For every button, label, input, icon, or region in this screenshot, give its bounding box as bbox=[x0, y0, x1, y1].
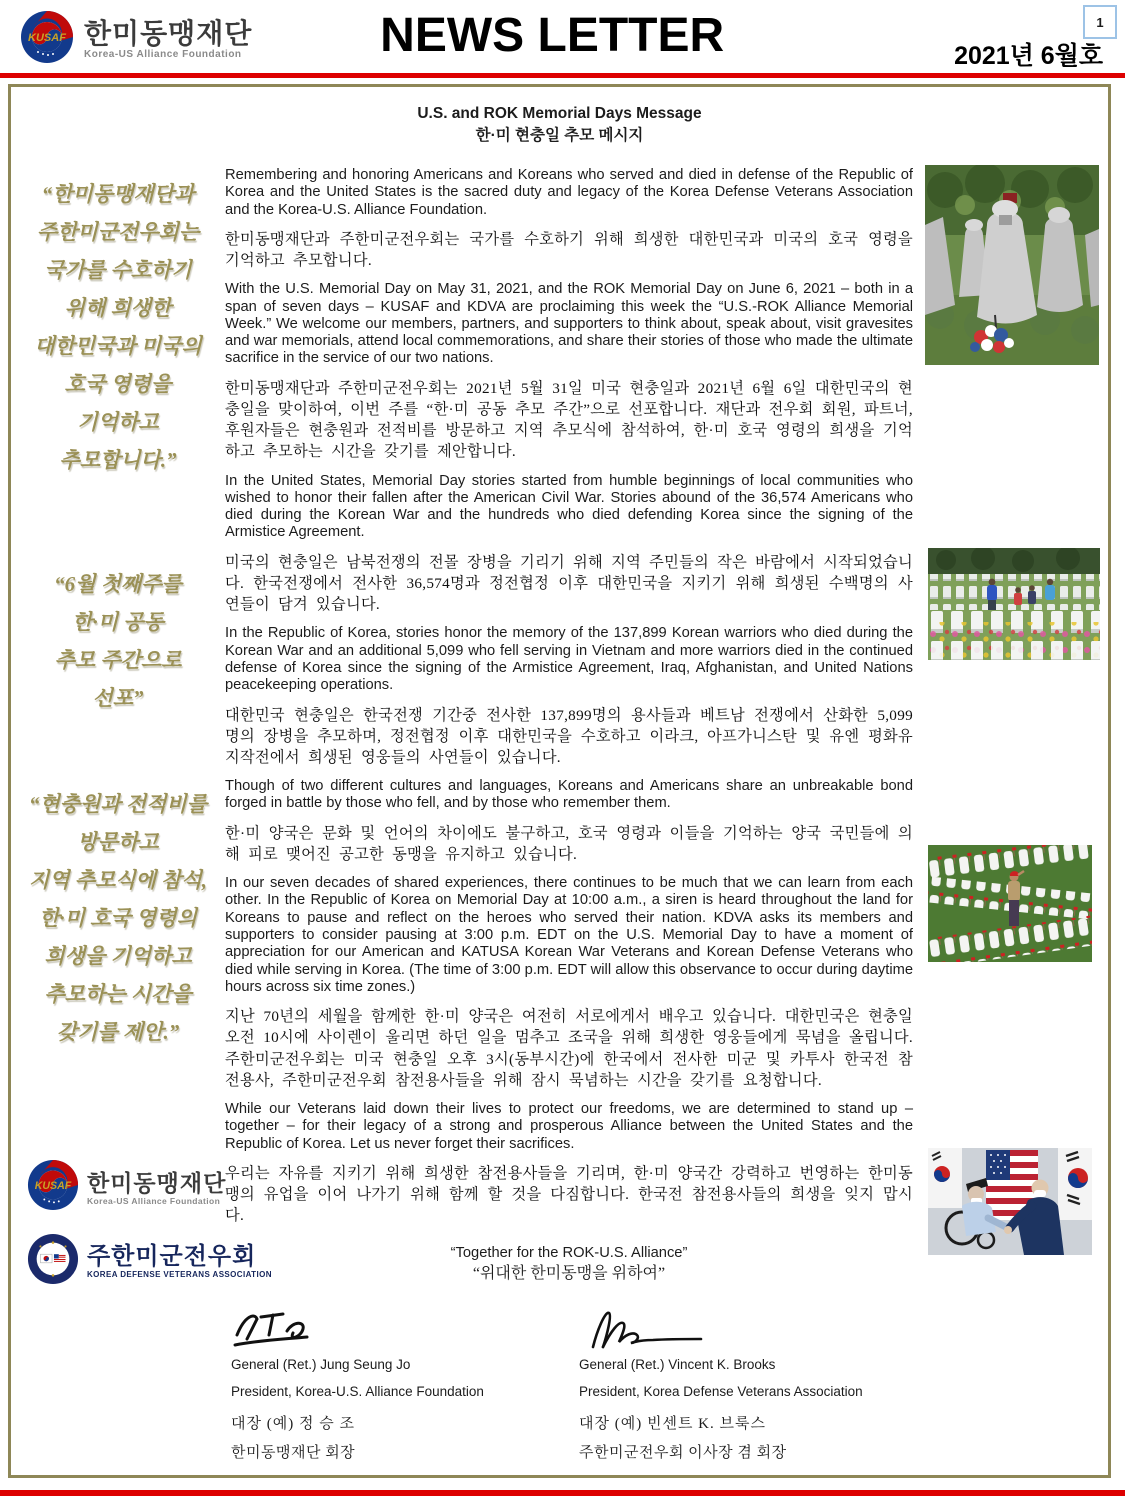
kusaf-logo-icon bbox=[20, 10, 74, 69]
sidebar-quote-2 bbox=[11, 565, 225, 717]
signer-name: General (Ret.) Vincent K. Brooks bbox=[579, 1356, 776, 1372]
signature-block-kdva bbox=[569, 1307, 913, 1462]
paragraph-en: With the U.S. Memorial Day on May 31, 2021, and the ROK Memorial Day on June 6, 2021 – both in a span of seven days – KUSAF and KDVA are proclaiming this week the “U.S.-ROK Alliance Memorial Week.” We welcome our members, partners, and supporters to think about, speak about, visit gravesites and war memorials, attend local commemorations, and share their stories of those who made the ultimate sacrifice in the service of our two nations. bbox=[225, 281, 913, 367]
quote-line: 갖기를 제안.” bbox=[56, 1020, 180, 1044]
brand-name-kr: 한미동맹재단 bbox=[84, 18, 253, 49]
signer-name-kr: 대장 (예) 빈센트 K. 브룩스 bbox=[579, 1415, 766, 1432]
signer-title-kr: 한미동맹재단 회장 bbox=[231, 1444, 356, 1461]
quote-line: 추모합니다.” bbox=[59, 448, 177, 472]
quote-line: 방문하고 bbox=[77, 830, 159, 854]
article-body bbox=[225, 167, 913, 1462]
signature-jung-seung-jo bbox=[231, 1307, 569, 1355]
document-title-kr: 한·미 현충일 추모 메시지 bbox=[475, 127, 644, 144]
issue-date: 2021년 6월호 bbox=[954, 42, 1103, 70]
quote-line: 위해 희생한 bbox=[64, 296, 172, 320]
signature-block-kusaf bbox=[225, 1307, 569, 1462]
quote-line: 지역 추모식에 참석, bbox=[28, 868, 208, 892]
quote-line: 한·미 공동 bbox=[72, 610, 164, 634]
signature-vincent-brooks bbox=[579, 1307, 913, 1355]
document-title bbox=[11, 103, 1108, 147]
kusaf-logo-icon bbox=[27, 1159, 79, 1216]
signer-name-kr: 대장 (예) 정 승 조 bbox=[231, 1415, 355, 1432]
photo-korean-war-memorial-statues bbox=[925, 165, 1099, 365]
page-number-box: 1 bbox=[1083, 5, 1117, 39]
kdva-name-kr: 주한미군전우회 bbox=[87, 1243, 257, 1270]
quote-line: 한·미 호국 영령의 bbox=[39, 906, 197, 930]
header-brand bbox=[20, 10, 252, 69]
motto-kr: “위대한 한미동맹을 위하여” bbox=[472, 1264, 666, 1282]
quote-line: 추모 주간으로 bbox=[54, 648, 182, 672]
paragraph-ko: 대한민국 현충일은 한국전쟁 기간중 전사한 137,899명의 용사들과 베트남 전쟁에서 산화한 5,099명의 장병을 추모하며, 정전협정 이후 대한민국을 수호하고 이라크, 아프가니스탄 및 유엔 평화유지작전에서 희생된 영웅들의 사연들이 있습니다. bbox=[225, 706, 913, 766]
quote-line: 추모하는 시간을 bbox=[44, 982, 192, 1006]
kusaf-name-kr: 한미동맹재단 bbox=[87, 1169, 227, 1196]
newsletter-title: NEWS LETTER bbox=[380, 9, 725, 62]
paragraph-en: Remembering and honoring Americans and Koreans who served and died in defense of the Republic of Korea and the United States is the sacred duty and legacy of the Korea Defense Veterans Association and the Korea-U.S. Alliance Foundation. bbox=[225, 167, 913, 218]
quote-line: “한미동맹재단과 bbox=[41, 182, 195, 206]
paragraph-en: Though of two different cultures and languages, Koreans and Americans share an unbreakable bond forged in battle by those who fell, and by those who remember them. bbox=[225, 778, 913, 812]
signer-title: President, Korea-U.S. Alliance Foundation bbox=[231, 1383, 484, 1399]
photo-rok-national-cemetery bbox=[928, 548, 1100, 660]
kdva-name-en: KOREA DEFENSE VETERANS ASSOCIATION bbox=[87, 1270, 272, 1279]
brand-name-en: Korea-US Alliance Foundation bbox=[84, 49, 242, 60]
paragraphs bbox=[225, 167, 913, 1227]
motto bbox=[225, 1243, 913, 1285]
kusaf-footer-logo bbox=[27, 1159, 226, 1216]
svg-text:KUSAF: KUSAF bbox=[34, 1179, 72, 1192]
paragraph-ko: 한미동맹재단과 주한미군전우회는 국가를 수호하기 위해 희생한 대한민국과 미국의 호국 영령을 기억하고 추모합니다. bbox=[225, 230, 913, 270]
quote-line: “현충원과 전적비를 bbox=[28, 792, 208, 816]
paragraph-ko: 우리는 자유를 지키기 위해 희생한 참전용사들을 기리며, 한·미 양국간 강력하고 번영하는 한미동맹의 유업을 이어 나가기 위해 함께 할 것을 다짐합니다. 한국전 참전용사들의 희생을 잊지 맙시다. bbox=[225, 1164, 913, 1225]
paragraph-ko: 한미동맹재단과 주한미군전우회는 2021년 5월 31일 미국 현충일과 2021년 6월 6일 대한민국의 현충일을 맞이하여, 이번 주를 “한·미 공동 추모 주간”으로 선포합니다. 재단과 전우회 회원, 파트너, 후원자들은 현충원과 전적비를 방문하고 지역 추모식에 참석하여, 한·미 호국 영령의 희생을 기억하고 추모하는 시간을 갖기를 제안합니다. bbox=[225, 379, 913, 461]
signer-name: General (Ret.) Jung Seung Jo bbox=[231, 1356, 411, 1372]
paragraph-ko: 한·미 양국은 문화 및 언어의 차이에도 불구하고, 호국 영령과 이들을 기억하는 양국 국민들에 의해 피로 맺어진 공고한 동맹을 유지하고 있습니다. bbox=[225, 824, 913, 863]
photo-us-cemetery-memorial-day bbox=[928, 845, 1092, 962]
sidebar-quote-3 bbox=[11, 785, 225, 1051]
top-red-rule bbox=[0, 73, 1125, 78]
svg-text:KUSAF: KUSAF bbox=[28, 32, 66, 44]
photo-veteran-and-president bbox=[928, 1148, 1092, 1255]
document-title-en: U.S. and ROK Memorial Days Message bbox=[417, 105, 702, 122]
paragraph-ko: 지난 70년의 세월을 함께한 한·미 양국은 여전히 서로에게서 배우고 있습니다. 대한민국은 현충일 오전 10시에 사이렌이 울리면 하던 일을 멈추고 조국을 위해 희생한 영웅들에게 묵념을 올립니다. 주한미군전우회는 미국 현충일 오후 3시(동부시간)에 한국에서 전사한 미군 및 카투사 한국전 참전용사, 주한미군전우회 참전용사들을 위해 잠시 묵념하는 시간을 갖기를 요청합니다. bbox=[225, 1008, 913, 1089]
sidebar-quote-1 bbox=[11, 175, 225, 479]
header bbox=[0, 0, 1125, 72]
quote-line: 호국 영령을 bbox=[64, 372, 172, 396]
paragraph-en: In the Republic of Korea, stories honor the memory of the 137,899 Korean warriors who died during the Korean War and an additional 5,099 who fell serving in Vietnam and more warriors died in the continued defense of Korea since the signing of the Armistice Agreement, Iraq, Afghanistan, and United Nations peacekeeping operations. bbox=[225, 625, 913, 694]
quote-line: 대한민국과 미국의 bbox=[34, 334, 202, 358]
quote-line: 선포” bbox=[92, 686, 144, 710]
signature-row bbox=[225, 1307, 913, 1462]
signer-title-kr: 주한미군전우회 이사장 겸 회장 bbox=[579, 1444, 787, 1461]
quote-line: 국가를 수호하기 bbox=[44, 258, 192, 282]
motto-en: “Together for the ROK-U.S. Alliance” bbox=[450, 1244, 688, 1261]
signer-title: President, Korea Defense Veterans Association bbox=[579, 1383, 863, 1399]
kdva-logo-icon bbox=[27, 1233, 79, 1290]
kusaf-name-en: Korea-US Alliance Foundation bbox=[87, 1195, 221, 1206]
quote-line: “6월 첫째주를 bbox=[54, 572, 182, 596]
paragraph-en: In our seven decades of shared experiences, there continues to be much that we can learn from each other. In the Republic of Korea on Memorial Day at 10:00 a.m., a siren is heard throughout the land for Koreans to pause and reflect on the heroes who served their nation. KDVA asks its members and supporters to consider pausing at 3:00 p.m. EDT on the U.S. Memorial Day to have a moment of appreciation for our American and KATUSA Korean War Veterans and Korean Defense Veterans who died while serving in Korea. (The time of 3:00 p.m. EDT will allow this observance to occur during daytime hours across six time zones.) bbox=[225, 875, 913, 995]
paragraph-en: In the United States, Memorial Day stories started from humble beginnings of local communities who wished to honor their fallen after the American Civil War. Stories abound of the 36,574 Americans who died during the Korean War and the hundreds who died defending Korea since the signing of the Armistice Agreement. bbox=[225, 472, 913, 541]
quote-line: 주한미군전우회는 bbox=[36, 220, 200, 244]
quote-line: 기억하고 bbox=[77, 410, 159, 434]
bottom-red-rule bbox=[0, 1490, 1125, 1496]
quote-line: 희생을 기억하고 bbox=[44, 944, 192, 968]
paragraph-ko: 미국의 현충일은 남북전쟁의 전몰 장병을 기리기 위해 지역 주민들의 작은 바람에서 시작되었습니다. 한국전쟁에서 전사한 36,574명과 정전협정 이후 대한민국을 지키기 위해 희생된 수백명의 사연들이 담겨 있습니다. bbox=[225, 553, 913, 614]
paragraph-en: While our Veterans laid down their lives to protect our freedoms, we are determined to stand up – together – for their legacy of a strong and prosperous Alliance between the United States and the Republic of Korea. Let us never forget their sacrifices. bbox=[225, 1101, 913, 1152]
